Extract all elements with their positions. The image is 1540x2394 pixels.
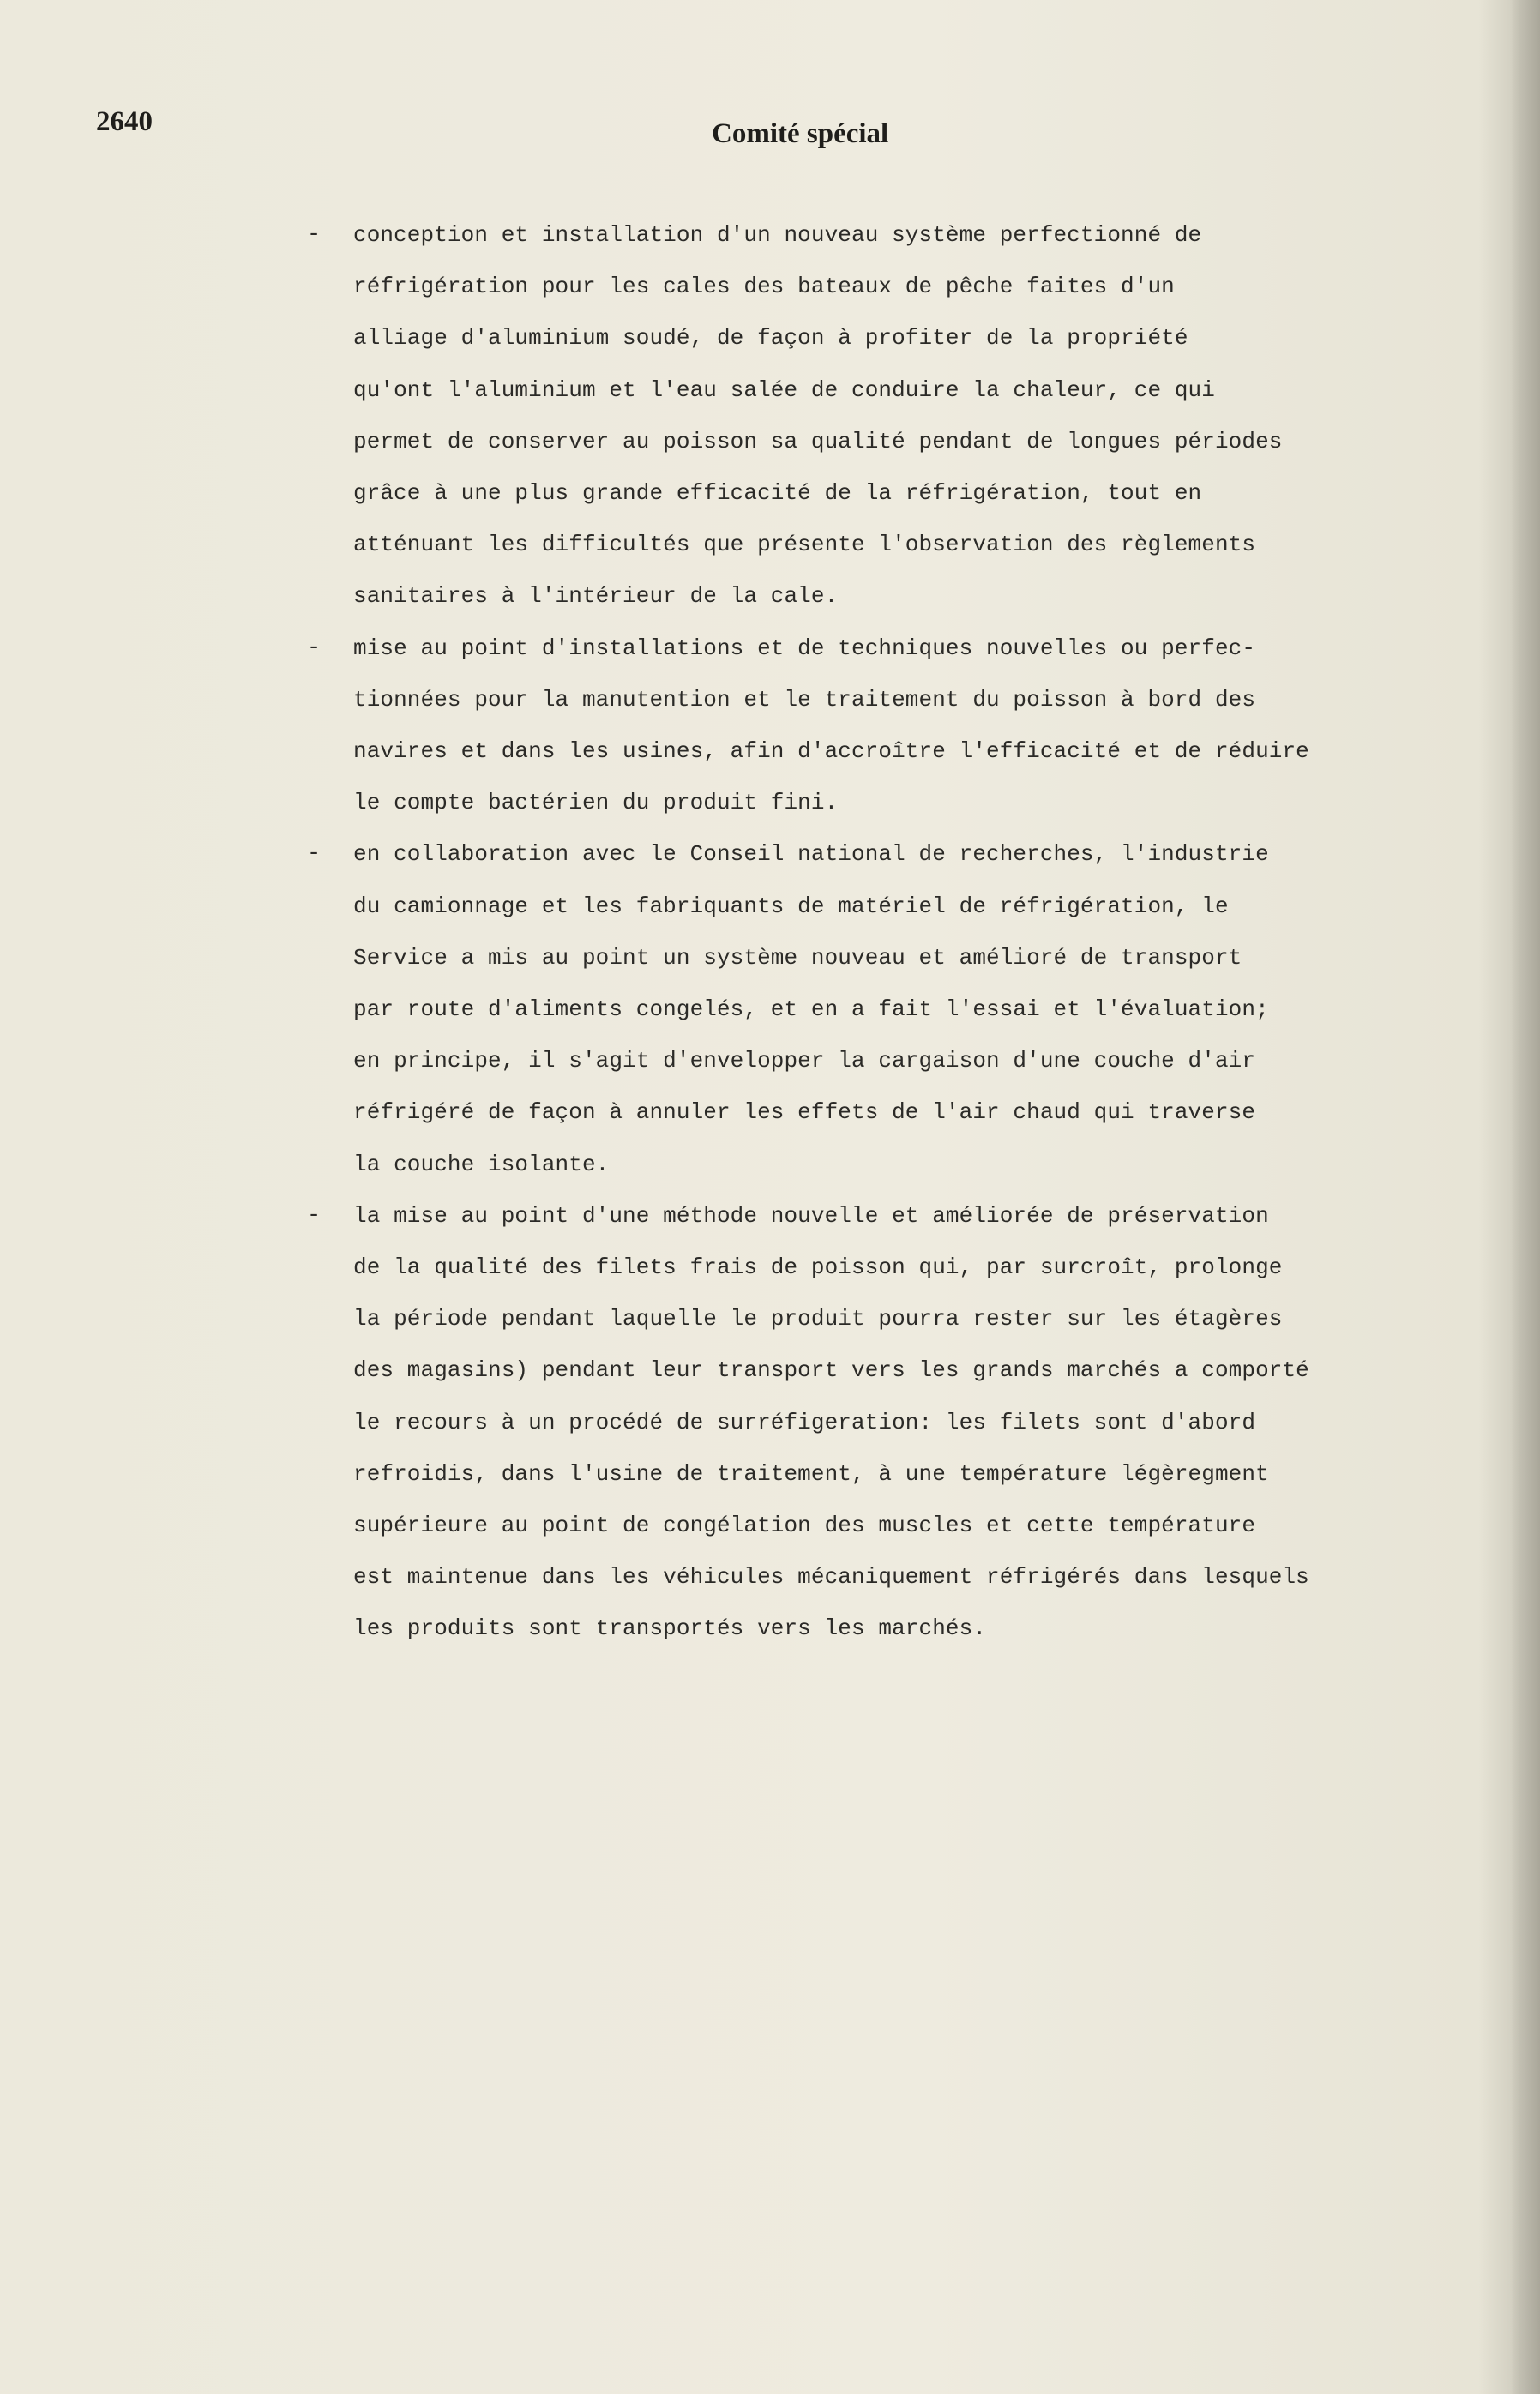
text-line: la mise au point d'une méthode nouvelle et améliorée de préservation xyxy=(353,1202,1269,1229)
page-number: 2640 xyxy=(96,106,153,137)
text-line: tionnées pour la manutention et le traitement du poisson à bord des xyxy=(353,686,1256,713)
text-line: Service a mis au point un système nouveau et amélioré de transport xyxy=(353,944,1242,971)
text-line: par route d'aliments congelés, et en a fait l'essai et l'évaluation; xyxy=(353,996,1269,1023)
text-line: en principe, il s'agit d'envelopper la cargaison d'une couche d'air xyxy=(353,1048,1256,1074)
text-line: mise au point d'installations et de techniques nouvelles ou perfec- xyxy=(353,635,1256,661)
bullet-dash: - xyxy=(307,635,322,661)
text-line: réfrigération pour les cales des bateaux de pêche faites d'un xyxy=(353,274,1175,300)
text-line: conception et installation d'un nouveau système perfectionné de xyxy=(353,222,1202,248)
page-spine-shadow xyxy=(1511,0,1540,2394)
text-line: navires et dans les usines, afin d'accroître l'efficacité et de réduire xyxy=(353,738,1309,765)
bullet-dash: - xyxy=(307,841,322,868)
text-line: de la qualité des filets frais de poisson qui, par surcroît, prolonge xyxy=(353,1254,1283,1281)
text-line: qu'ont l'aluminium et l'eau salée de conduire la chaleur, ce qui xyxy=(353,376,1215,403)
text-line: des magasins) pendant leur transport vers les grands marchés a comporté xyxy=(353,1357,1309,1384)
text-line: permet de conserver au poisson sa qualité pendant de longues périodes xyxy=(353,428,1283,454)
text-line: le recours à un procédé de surréfigeration: les filets sont d'abord xyxy=(353,1409,1256,1435)
body-text xyxy=(307,209,1309,1655)
text-line: le compte bactérien du produit fini. xyxy=(353,790,839,816)
text-line: en collaboration avec le Conseil national de recherches, l'industrie xyxy=(353,841,1269,868)
text-line: atténuant les difficultés que présente l'observation des règlements xyxy=(353,532,1256,558)
text-line: réfrigéré de façon à annuler les effets de l'air chaud qui traverse xyxy=(353,1099,1256,1126)
bullet-item xyxy=(307,1190,1309,1655)
text-line: refroidis, dans l'usine de traitement, à une température légèregment xyxy=(353,1460,1269,1487)
text-line: sanitaires à l'intérieur de la cale. xyxy=(353,583,839,610)
bullet-item xyxy=(307,623,1309,829)
bullet-item xyxy=(309,209,1303,623)
bullet-dash: - xyxy=(307,1202,322,1229)
bullet-dash: - xyxy=(307,222,322,248)
text-line: grâce à une plus grande efficacité de la réfrigération, tout en xyxy=(353,480,1202,507)
text-line: est maintenue dans les véhicules mécaniquement réfrigérés dans lesquels xyxy=(353,1564,1309,1591)
text-line: du camionnage et les fabriquants de matériel de réfrigération, le xyxy=(353,893,1229,919)
text-line: alliage d'aluminium soudé, de façon à profiter de la propriété xyxy=(353,325,1188,352)
text-line: la période pendant laquelle le produit pourra rester sur les étagères xyxy=(353,1306,1283,1332)
running-head: Comité spécial xyxy=(712,118,889,149)
text-line: les produits sont transportés vers les marchés. xyxy=(353,1615,987,1642)
text-line: supérieure au point de congélation des muscles et cette température xyxy=(353,1513,1256,1539)
bullet-item xyxy=(309,828,1303,1189)
text-line: la couche isolante. xyxy=(353,1151,610,1177)
